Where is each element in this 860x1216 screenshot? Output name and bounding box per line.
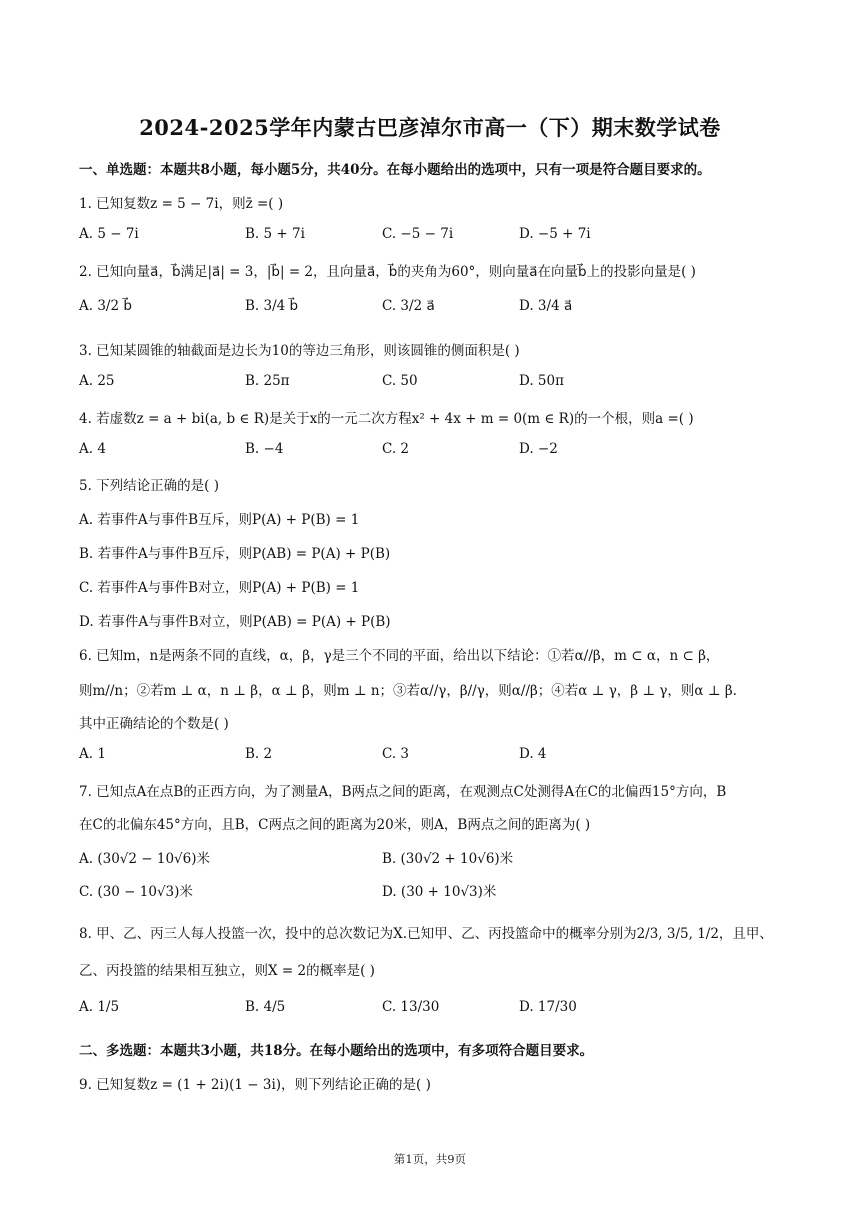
question-8-stem-line2: 乙、丙投篮的结果相互独立，则X = 2的概率是( ) (79, 963, 375, 979)
question-7-option-b: B. (30√2 + 10√6)米 (382, 851, 514, 867)
question-7-option-a: A. (30√2 − 10√6)米 (79, 851, 210, 867)
question-4-option-c: C. 2 (382, 441, 410, 457)
question-3-option-d: D. 50π (519, 373, 564, 389)
question-6-stem-line3: 其中正确结论的个数是( ) (79, 716, 229, 732)
question-6-option-d: D. 4 (519, 746, 547, 762)
page-title: 2024-2025学年内蒙古巴彦淖尔市高一（下）期末数学试卷 (139, 115, 721, 140)
question-7-stem: 7. 已知点A在点B的正西方向，为了测量A，B两点之间的距离，在观测点C处测得A在C的北偏西15°方向，B (79, 784, 727, 800)
question-1-stem: 1. 已知复数z = 5 − 7i，则z̄ =( ) (79, 196, 284, 212)
question-5-option-c: C. 若事件A与事件B对立，则P(A) + P(B) = 1 (79, 580, 360, 596)
question-5-option-b: B. 若事件A与事件B互斥，则P(AB) = P(A) + P(B) (79, 546, 391, 562)
question-2-stem: 2. 已知向量a⃗，b⃗满足|a⃗| = 3，|b⃗| = 2，且向量a⃗，b⃗的夹角为60°，则向量a⃗在向量b⃗上的投影向量是( ) (79, 264, 696, 280)
question-4-option-a: A. 4 (79, 441, 106, 457)
question-5-option-d: D. 若事件A与事件B对立，则P(AB) = P(A) + P(B) (79, 614, 391, 630)
question-8-option-d: D. 17/30 (519, 999, 577, 1015)
section-single-choice-heading: 一、单选题：本题共8小题，每小题5分，共40分。在每小题给出的选项中，只有一项是符合题目要求的。 (79, 162, 711, 178)
question-6-option-c: C. 3 (382, 746, 410, 762)
page-number-footer: 第1页，共9页 (393, 1152, 467, 1166)
question-7-stem-line2: 在C的北偏东45°方向，且B，C两点之间的距离为20米，则A，B两点之间的距离为( ) (79, 817, 591, 833)
question-5-stem: 5. 下列结论正确的是( ) (79, 478, 219, 494)
question-6-stem: 6. 已知m，n是两条不同的直线，α，β，γ是三个不同的平面，给出以下结论：①若α//β，m ⊂ α，n ⊂ β， (79, 648, 720, 664)
question-2-option-d: D. 3/4 a⃗ (519, 298, 573, 314)
question-4-option-b: B. −4 (245, 441, 284, 457)
question-1-option-d: D. −5 + 7i (519, 226, 591, 242)
question-5-option-a: A. 若事件A与事件B互斥，则P(A) + P(B) = 1 (79, 512, 360, 528)
question-6-option-a: A. 1 (79, 746, 106, 762)
question-1-option-a: A. 5 − 7i (79, 226, 139, 242)
question-6-option-b: B. 2 (245, 746, 273, 762)
question-3-stem: 3. 已知某圆锥的轴截面是边长为10的等边三角形，则该圆锥的侧面积是( ) (79, 343, 520, 359)
question-8-option-c: C. 13/30 (382, 999, 440, 1015)
question-4-stem: 4. 若虚数z = a + bi(a, b ∈ R)是关于x的一元二次方程x² + 4x + m = 0(m ∈ R)的一个根，则a =( ) (79, 411, 694, 427)
question-8-option-a: A. 1/5 (79, 999, 120, 1015)
question-6-stem-line2: 则m//n；②若m ⊥ α，n ⊥ β，α ⊥ β，则m ⊥ n；③若α//γ，β//γ，则α//β；④若α ⊥ γ，β ⊥ γ，则α ⊥ β. (79, 683, 737, 699)
question-9-stem: 9. 已知复数z = (1 + 2i)(1 − 3i)，则下列结论正确的是( ) (79, 1077, 431, 1093)
question-2-option-c: C. 3/2 a⃗ (382, 298, 435, 314)
question-8-option-b: B. 4/5 (245, 999, 286, 1015)
section-multiple-choice-heading: 二、多选题：本题共3小题，共18分。在每小题给出的选项中，有多项符合题目要求。 (79, 1043, 594, 1059)
question-3-option-b: B. 25π (245, 373, 290, 389)
question-3-option-c: C. 50 (382, 373, 418, 389)
question-2-option-b: B. 3/4 b⃗ (245, 298, 299, 314)
question-8-stem: 8. 甲、乙、丙三人每人投篮一次，投中的总次数记为X.已知甲、乙、丙投篮命中的概率分别为2/3, 3/5, 1/2，且甲、 (79, 926, 773, 942)
question-2-option-a: A. 3/2 b⃗ (79, 298, 132, 314)
question-4-option-d: D. −2 (519, 441, 558, 457)
question-7-option-c: C. (30 − 10√3)米 (79, 884, 193, 900)
question-7-option-d: D. (30 + 10√3)米 (382, 884, 497, 900)
question-1-option-c: C. −5 − 7i (382, 226, 454, 242)
question-3-option-a: A. 25 (79, 373, 115, 389)
question-1-option-b: B. 5 + 7i (245, 226, 305, 242)
